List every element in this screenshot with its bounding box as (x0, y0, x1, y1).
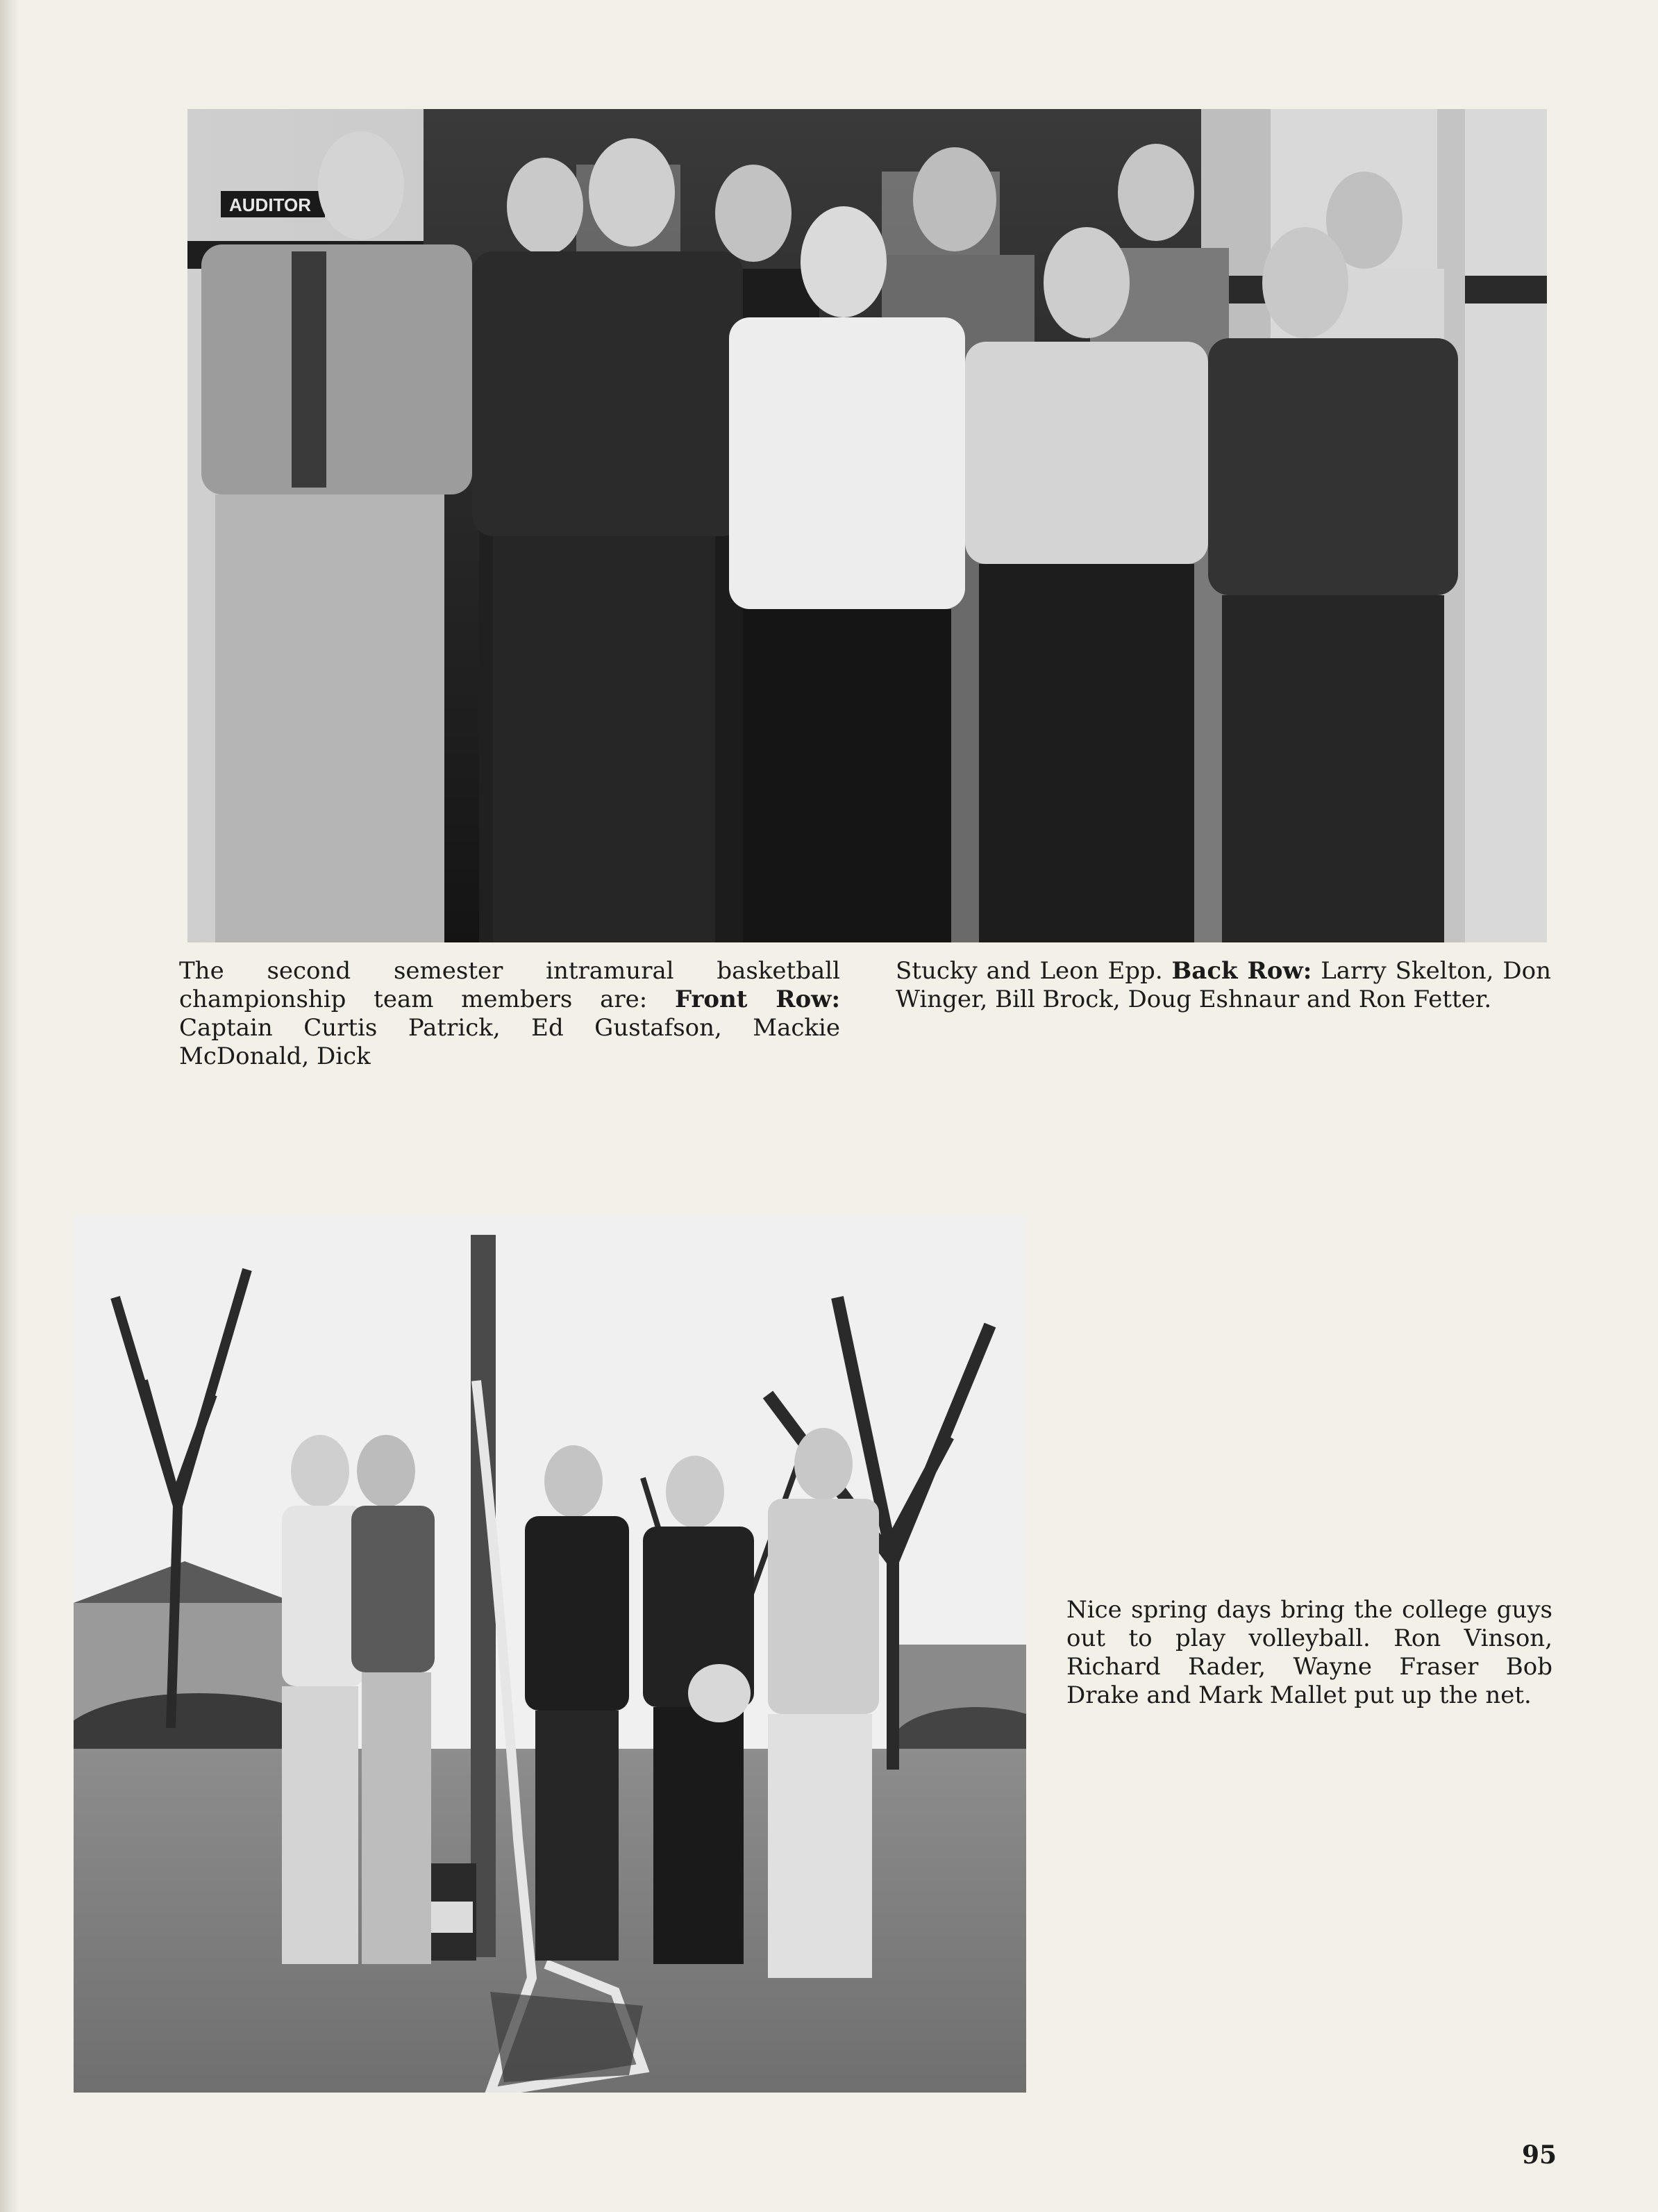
volleyball-players (282, 1428, 879, 1978)
net-pole (471, 1235, 496, 1957)
back-row-names: Larry Skelton, Don Winger, Bill Brock, Doug Eshnaur and Ron Fetter. (896, 957, 1551, 1013)
front-row-figures (201, 131, 1458, 942)
team-caption-left (179, 957, 840, 1071)
team-caption-right (896, 957, 1551, 1014)
front-row-names-continued: Stucky and Leon Epp. (896, 957, 1163, 985)
front-row-label: Front Row: (674, 986, 840, 1013)
auditorium-sign-text: AUDITOR (229, 194, 311, 215)
front-row-names: Captain Curtis Patrick, Ed Gustafson, Mackie McDonald, Dick (179, 1014, 840, 1070)
volleyball-ball (688, 1664, 751, 1722)
volleyball-photo (74, 1214, 1026, 2093)
team-caption-intro: The second semester intramural basketball championship team members are: (179, 957, 840, 1013)
volleyball-caption: Nice spring days bring the college guys out to play volleyball. Ron Vinson, Richard Rader, Wayne Fraser Bob Drake and Mark Mallet put up the net. (1066, 1596, 1552, 1709)
page-number: 95 (1522, 2140, 1557, 2170)
page-binding-edge (0, 0, 19, 2212)
back-row-label: Back Row: (1171, 957, 1312, 985)
team-photo (187, 109, 1547, 942)
